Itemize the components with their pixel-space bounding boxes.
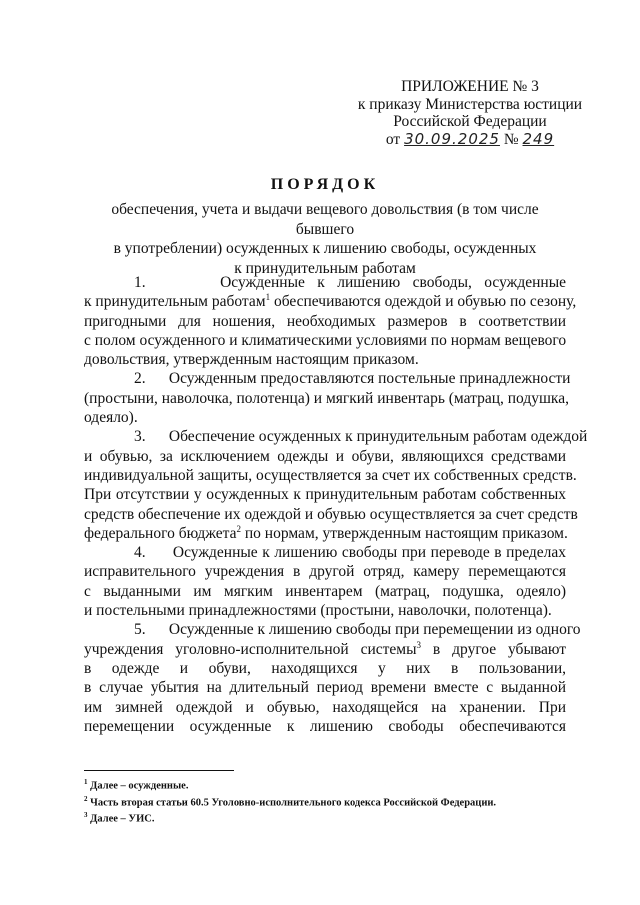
- text-line: в случае убытия на длительный период времени вместе с выданной: [84, 679, 566, 697]
- text-line: средств обеспечение их одеждой и обувью осуществляется за счет средств: [84, 505, 578, 523]
- text-line: исправительного учреждения в другой отряд, камеру перемещаются: [84, 563, 566, 581]
- text-line: и обувью, за исключением одежды и обуви, являющихся средствами: [84, 447, 566, 465]
- footnote-number: 2: [84, 794, 88, 803]
- footnote: $^1$ Далее – осужденные.: [84, 778, 189, 792]
- footnote: $^3$ Далее – УИС.: [84, 811, 155, 825]
- text-line: довольствия, утвержденным настоящим приказом.: [84, 351, 419, 369]
- text-line: в одежде и обуви, находящихся у них в пользовании,: [84, 659, 566, 677]
- text-line: им зимней одеждой и обувью, находящейся на хранении. При: [84, 698, 566, 716]
- number-prefix: №: [503, 130, 519, 148]
- footnote-marker: 1: [265, 292, 271, 303]
- text-line: с выданными им мягким инвентарем (матрац, подушка, одеяло): [84, 582, 566, 600]
- text-line: 1. Осужденные к лишению свободы, осужденные: [134, 274, 566, 291]
- text-line: пригодными для ношения, необходимых размеров в соответствии: [84, 312, 566, 330]
- text-line: 5. Осужденные к лишению свободы при перемещении из одного: [134, 621, 581, 639]
- text-line: индивидуальной защиты, осуществляется за счет их собственных средств.: [84, 466, 577, 484]
- text-line: учреждения уголовно-исполнительной системы$^3$ в другое убывают: [84, 639, 566, 658]
- ministry-name: Российской Федерации: [393, 113, 547, 130]
- footnote-marker: 2: [236, 523, 241, 534]
- text-line: с полом осужденного и климатическими условиями по нормам вещевого: [84, 331, 567, 349]
- footnote-number: 1: [84, 778, 88, 786]
- paragraph-1: [84, 273, 577, 369]
- paragraph-5: [84, 620, 581, 736]
- footnote: $^2$ Часть вторая статьи 60.5 Уголовно-исполнительного кодекса Российской Федерации.: [84, 794, 497, 808]
- order-date-line: [330, 131, 610, 149]
- text-line: к принудительным работам$^1$ обеспечиваются одеждой и обувью по сезону,: [84, 292, 577, 311]
- footnote-number: 3: [84, 811, 88, 819]
- footnotes: [84, 776, 496, 826]
- subtitle-line: в употреблении) осужденных к лишению свободы, осужденных: [113, 240, 537, 257]
- text-line: При отсутствии у осужденных к принудительным работам собственных: [84, 486, 566, 504]
- subtitle-line: обеспечения, учета и выдачи вещевого довольствия (в том числе бывшего: [111, 201, 539, 238]
- appendix-header: [330, 78, 610, 148]
- text-line: 2. Осужденным предоставляются постельные принадлежности: [134, 370, 571, 388]
- paragraph-2: [84, 369, 571, 427]
- subtitle-line: к принудительным работам: [234, 259, 416, 277]
- date-prefix: от: [385, 130, 401, 148]
- text-line: перемещении осужденные к лишению свободы обеспечиваются: [84, 717, 566, 735]
- text-line: одеяло).: [84, 409, 138, 427]
- text-line: 3. Обеспечение осужденных к принудительным работам одеждой: [134, 428, 588, 446]
- paragraph-4: [84, 543, 566, 620]
- order-reference: к приказу Министерства юстиции: [357, 95, 583, 113]
- paragraph-3: [84, 427, 588, 543]
- appendix-number: ПРИЛОЖЕНИЕ № 3: [401, 78, 539, 95]
- text-line: и постельными принадлежностями (простыни, наволочки, полотенца).: [84, 602, 552, 620]
- text-line: (простыни, наволочка, полотенца) и мягкий инвентарь (матрац, подушка,: [84, 389, 569, 407]
- footnote-marker: 3: [416, 639, 422, 650]
- order-number: 249: [522, 129, 555, 148]
- document-body: [84, 273, 588, 736]
- document-subtitle: [84, 200, 566, 278]
- footnote-separator: [84, 770, 234, 771]
- text-line: федерального бюджета$^2$ по нормам, утвержденным настоящим приказом.: [84, 523, 568, 542]
- order-date: 30.09.2025: [404, 129, 500, 148]
- text-line: 4. Осужденные к лишению свободы при переводе в пределах: [134, 544, 566, 562]
- document-title: ПОРЯДОК: [270, 176, 380, 193]
